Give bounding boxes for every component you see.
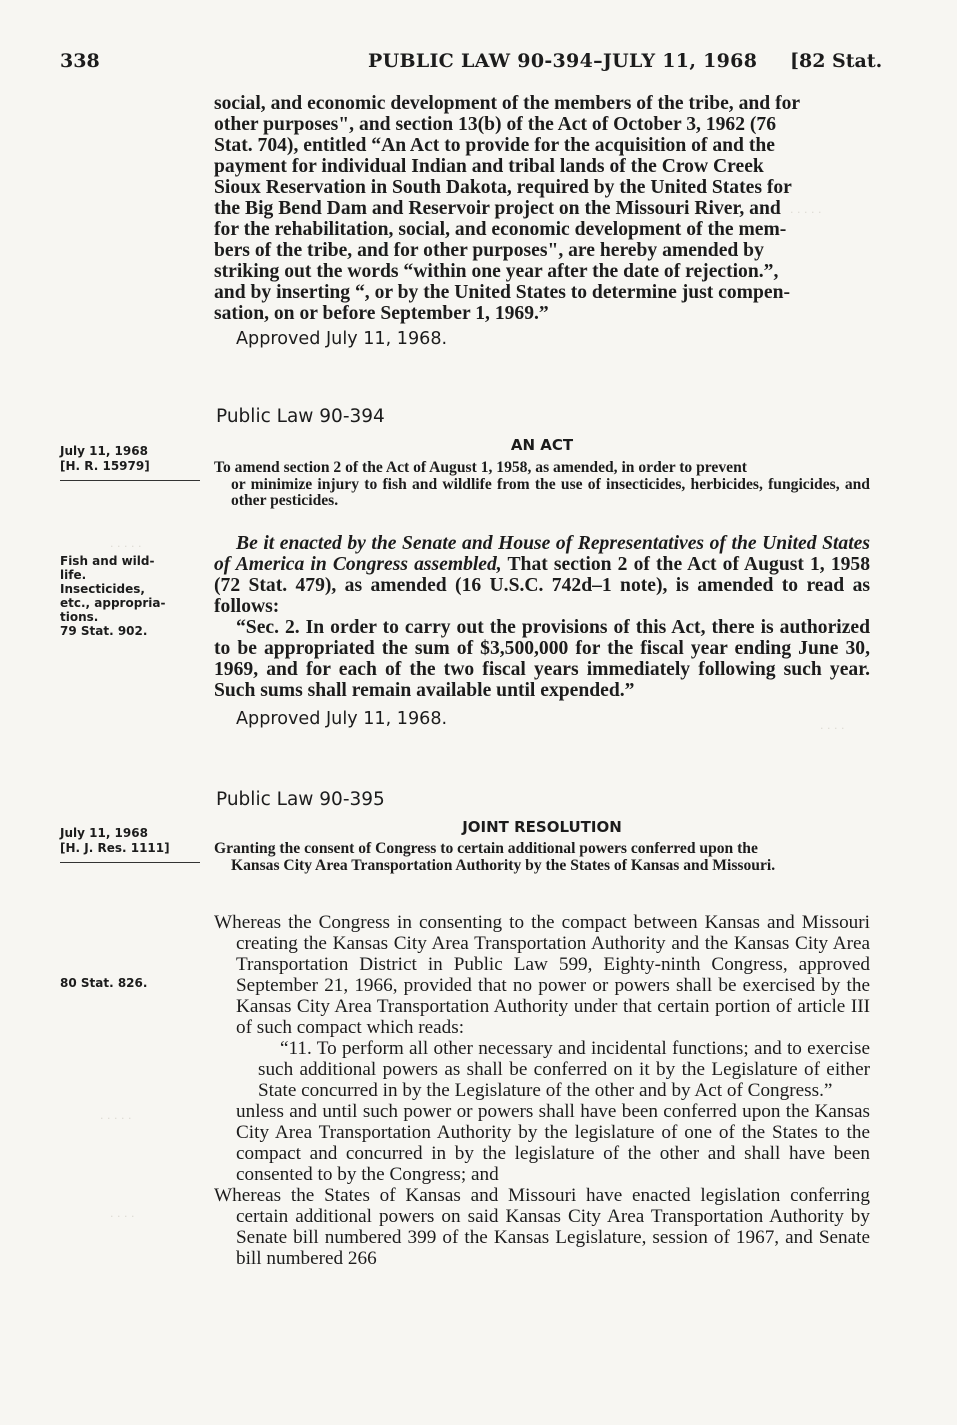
- margin-note: [60, 554, 200, 638]
- margin-bill-number: [H. J. Res. 1111]: [60, 841, 170, 855]
- margin-note-line: Fish and wild-: [60, 554, 155, 568]
- text-line: bers of the tribe, and for other purposes", are hereby amended by: [214, 240, 764, 261]
- unless-clause: unless and until such power or powers shall have been conferred upon the Kansas City Area Transportation Authority by the legislature of one of the States to the compact and concurred in by the legislature of the other and shall have been consented to by the Congress; and: [236, 1101, 870, 1185]
- margin-note-line: Insecticides,: [60, 582, 145, 596]
- margin-date: July 11, 1968: [60, 826, 148, 840]
- running-title: PUBLIC LAW 90-394–JULY 11, 1968: [368, 50, 758, 72]
- act-purpose: [214, 841, 870, 874]
- text-line: striking out the words “within one year after the date of rejection.”,: [214, 261, 779, 282]
- enacting-clause: Be it enacted by the Senate and House of Representatives of the United States of America in Congress assembled,: [214, 533, 870, 575]
- text-line: Stat. 704), entitled “An Act to provide for the acquisition of and the: [214, 135, 775, 156]
- text-line: for the rehabilitation, social, and economic development of the mem-: [214, 219, 787, 240]
- statute-reference: [82 Stat.: [790, 50, 883, 72]
- bleed-through-mark: · · · · ·: [790, 206, 822, 219]
- quoted-article: “11. To perform all other necessary and incidental functions; and to exercise such additional powers as shall be conferred on it by the Legislature of either State concurred in by the Legislature of the other and by Act of Congress.”: [258, 1038, 870, 1101]
- section-amendment-text: That section 2 of the Act of August 1, 1958 (72 Stat. 479), as amended (16 U.S.C. 742d–1 note), is amended to read as follows:: [214, 554, 871, 617]
- text-line: other purposes", and section 13(b) of the Act of October 3, 1962 (76: [214, 114, 777, 135]
- whereas-clause-2: Whereas the States of Kansas and Missouri have enacted legislation conferring certain additional powers on said Kansas City Area Transportation Authority by Senate bill numbered 399 of the Kansas Legislature, session of 1967, and Senate bill numbered 266: [214, 1185, 870, 1269]
- bleed-through-mark: · · · ·: [110, 1210, 135, 1223]
- bleed-through-mark: · · · · ·: [100, 1112, 132, 1125]
- margin-note-line: life.: [60, 568, 87, 582]
- whereas-clause-1: Whereas the Congress in consenting to the compact between Kansas and Missouri creating the Kansas City Area Transportation Authority and the Kansas City Area Transportation District in Public Law 599, Eighty-ninth Congress, approved September 21, 1966, provided that no power or powers shall be exercised by the Kansas City Area Transportation Authority under that certain portion of article III of such compact which reads:: [214, 912, 870, 1038]
- quoted-compact-text: [214, 1038, 870, 1101]
- margin-note-line: tions.: [60, 610, 99, 624]
- margin-note: 80 Stat. 826.: [60, 976, 148, 990]
- law-heading: Public Law 90-394: [216, 406, 385, 427]
- margin-date: July 11, 1968: [60, 444, 148, 458]
- continuation-text: [214, 93, 870, 324]
- text-line: and by inserting “, or by the United States to determine just compen-: [214, 282, 791, 303]
- approval-line: Approved July 11, 1968.: [236, 329, 448, 349]
- section-2-body: “Sec. 2. In order to carry out the provisions of this Act, there is authorized to be appropriated the sum of $3,500,000 for the fiscal year ending June 30, 1969, and for each of the two fiscal years immediately following such year. Such sums shall remain available until expended.”: [214, 617, 870, 701]
- law-heading: Public Law 90-395: [216, 789, 385, 810]
- enacting-section: [214, 533, 870, 701]
- bleed-through-mark: · · · · ·: [110, 540, 142, 553]
- enacting-paragraph: [214, 533, 870, 617]
- text-line: sation, on or before September 1, 1969.”: [214, 303, 549, 324]
- purpose-continuation: or minimize injury to fish and wildlife from the use of insecticides, herbicides, fungicides, and other pesticides.: [231, 475, 870, 509]
- purpose-first-line: To amend section 2 of the Act of August 1, 1958, as amended, in order to prevent: [214, 459, 747, 476]
- margin-note-line: 79 Stat. 902.: [60, 624, 148, 638]
- section-2-text: [214, 617, 870, 701]
- margin-bill-number: [H. R. 15979]: [60, 459, 150, 473]
- bleed-through-mark: · · · ·: [820, 722, 845, 735]
- act-type: AN ACT: [510, 436, 574, 454]
- purpose-continuation: Kansas City Area Transportation Authority by the States of Kansas and Missouri.: [231, 856, 776, 874]
- text-line: Sioux Reservation in South Dakota, required by the United States for: [214, 177, 792, 198]
- act-purpose: [214, 460, 870, 510]
- whereas-section: [214, 912, 870, 1269]
- margin-rule: [60, 480, 200, 481]
- text-line: payment for individual Indian and tribal lands of the Crow Creek: [214, 156, 764, 177]
- act-type: JOINT RESOLUTION: [462, 818, 622, 836]
- margin-rule: [60, 862, 200, 863]
- purpose-first-line: Granting the consent of Congress to certain additional powers conferred upon the: [214, 840, 758, 857]
- approval-line: Approved July 11, 1968.: [236, 709, 448, 729]
- page-number: 338: [60, 50, 100, 72]
- text-line: social, and economic development of the members of the tribe, and for: [214, 93, 801, 114]
- text-line: the Big Bend Dam and Reservoir project on the Missouri River, and: [214, 198, 781, 219]
- margin-note-line: etc., appropria-: [60, 596, 166, 610]
